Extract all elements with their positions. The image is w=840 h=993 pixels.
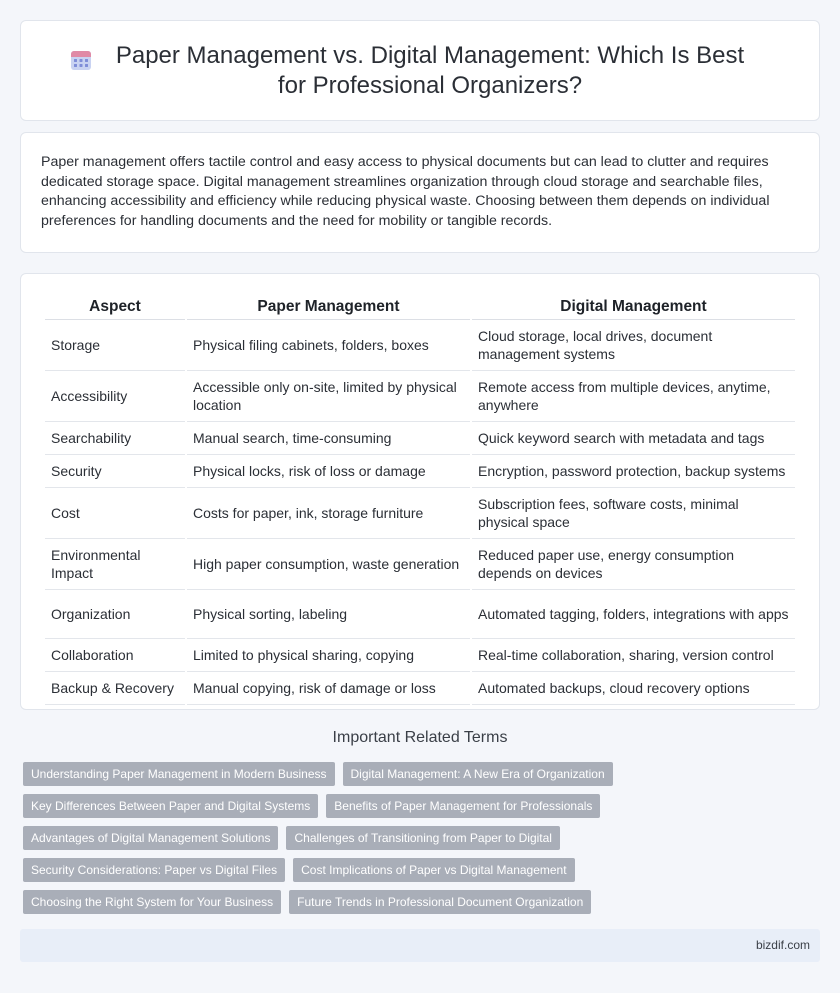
related-terms-tags	[23, 762, 823, 922]
cell-aspect: Accessibility	[45, 371, 185, 422]
table-row	[45, 672, 795, 705]
related-term-tag[interactable]: Key Differences Between Paper and Digital Systems	[23, 794, 318, 818]
related-term-tag[interactable]: Benefits of Paper Management for Professionals	[326, 794, 600, 818]
table-row	[45, 488, 795, 539]
comparison-table	[43, 294, 797, 705]
cell-paper: Physical sorting, labeling	[187, 590, 470, 639]
cell-paper: Physical filing cabinets, folders, boxes	[187, 320, 470, 371]
cell-aspect: Backup & Recovery	[45, 672, 185, 705]
cell-paper: Limited to physical sharing, copying	[187, 639, 470, 672]
table-row	[45, 639, 795, 672]
tag-row	[23, 762, 823, 786]
title-card	[20, 20, 820, 121]
intro-card	[20, 132, 820, 253]
table-row	[45, 422, 795, 455]
cell-aspect: Organization	[45, 590, 185, 639]
related-term-tag[interactable]: Digital Management: A New Era of Organization	[343, 762, 613, 786]
cell-digital: Remote access from multiple devices, anytime, anywhere	[472, 371, 795, 422]
cell-aspect: Searchability	[45, 422, 185, 455]
table-row	[45, 539, 795, 590]
cell-paper: Accessible only on-site, limited by physical location	[187, 371, 470, 422]
cell-digital: Automated backups, cloud recovery options	[472, 672, 795, 705]
table-row	[45, 320, 795, 371]
cell-aspect: Security	[45, 455, 185, 488]
calendar-icon	[69, 48, 93, 72]
cell-paper: High paper consumption, waste generation	[187, 539, 470, 590]
cell-digital: Real-time collaboration, sharing, version control	[472, 639, 795, 672]
cell-digital: Cloud storage, local drives, document management systems	[472, 320, 795, 371]
cell-aspect: Cost	[45, 488, 185, 539]
related-term-tag[interactable]: Future Trends in Professional Document Organization	[289, 890, 591, 914]
header-aspect: Aspect	[45, 294, 185, 320]
cell-digital: Quick keyword search with metadata and tags	[472, 422, 795, 455]
page-title: Paper Management vs. Digital Management: Which Is Best for Professional Organizers?	[115, 41, 745, 99]
header-paper: Paper Management	[187, 294, 470, 320]
cell-aspect: Collaboration	[45, 639, 185, 672]
related-term-tag[interactable]: Challenges of Transitioning from Paper to Digital	[286, 826, 559, 850]
tag-row	[23, 858, 823, 882]
tag-row	[23, 890, 823, 914]
comparison-table-card	[20, 273, 820, 710]
cell-digital: Automated tagging, folders, integrations with apps	[472, 590, 795, 639]
tag-row	[23, 826, 823, 850]
related-terms-heading: Important Related Terms	[332, 729, 508, 746]
related-term-tag[interactable]: Advantages of Digital Management Solutions	[23, 826, 278, 850]
related-term-tag[interactable]: Cost Implications of Paper vs Digital Management	[293, 858, 574, 882]
cell-aspect: Environmental Impact	[45, 539, 185, 590]
cell-paper: Manual copying, risk of damage or loss	[187, 672, 470, 705]
cell-digital: Encryption, password protection, backup systems	[472, 455, 795, 488]
table-row	[45, 455, 795, 488]
tag-row	[23, 794, 823, 818]
cell-paper: Manual search, time-consuming	[187, 422, 470, 455]
table-row	[45, 371, 795, 422]
footer-site-link[interactable]: bizdif.com	[755, 938, 810, 952]
footer	[20, 929, 820, 962]
cell-paper: Physical locks, risk of loss or damage	[187, 455, 470, 488]
related-term-tag[interactable]: Understanding Paper Management in Modern Business	[23, 762, 335, 786]
cell-digital: Reduced paper use, energy consumption depends on devices	[472, 539, 795, 590]
cell-aspect: Storage	[45, 320, 185, 371]
header-digital: Digital Management	[472, 294, 795, 320]
table-header-row	[45, 294, 795, 320]
intro-paragraph: Paper management offers tactile control and easy access to physical documents but can lead to clutter and requires dedicated storage space. Digital management streamlines organization through cloud storage and searchable files, enhancing accessibility and efficiency while reducing physical waste. Choosing between them depends on individual preferences for handling documents and the need for mobility or tangible records.	[41, 154, 770, 229]
cell-paper: Costs for paper, ink, storage furniture	[187, 488, 470, 539]
related-term-tag[interactable]: Security Considerations: Paper vs Digital Files	[23, 858, 285, 882]
table-row	[45, 590, 795, 639]
cell-digital: Subscription fees, software costs, minimal physical space	[472, 488, 795, 539]
related-term-tag[interactable]: Choosing the Right System for Your Business	[23, 890, 281, 914]
